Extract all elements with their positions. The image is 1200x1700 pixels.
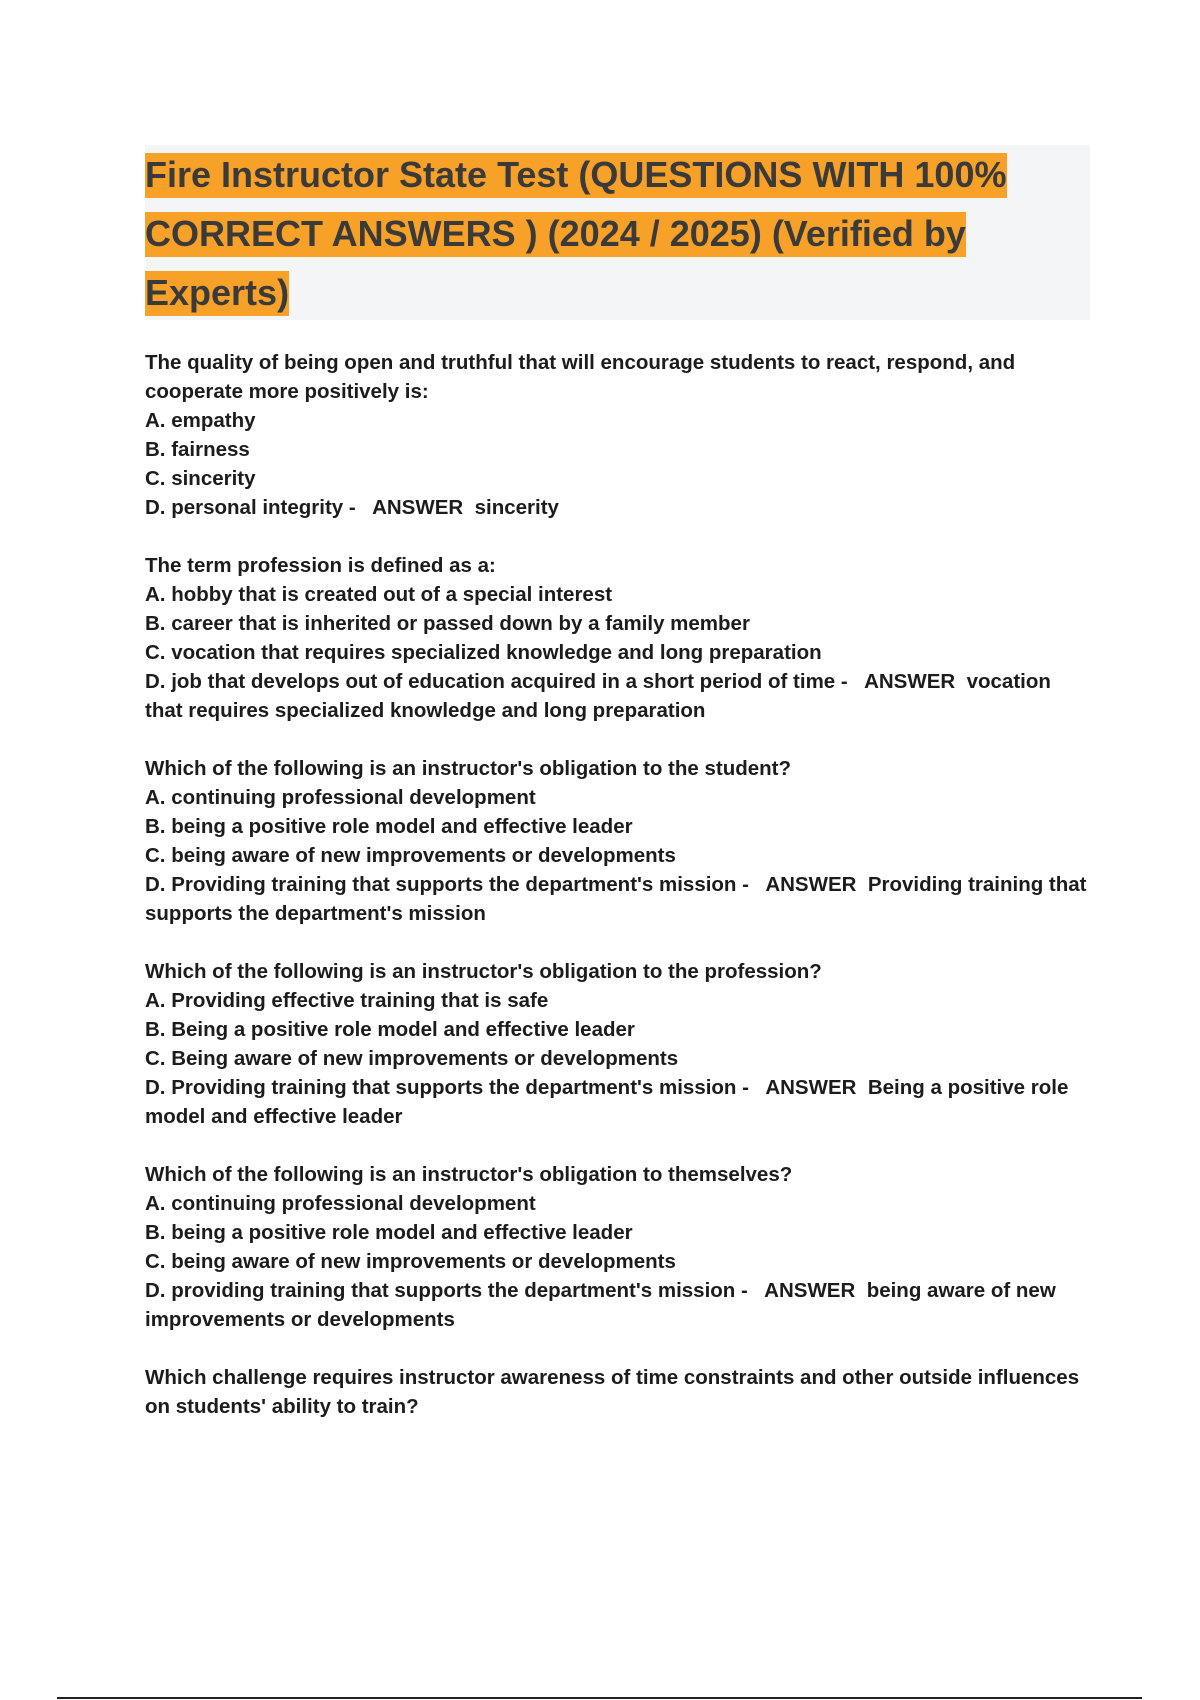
option-a: A. continuing professional development [145,1192,536,1215]
answer-label: ANSWER [765,1076,857,1099]
question-block [145,957,1090,1131]
option-b: B. Being a positive role model and effective leader [145,1018,635,1041]
question-text: Which of the following is an instructor's obligation to the profession? [145,960,822,983]
question-text: The quality of being open and truthful that will encourage students to react, respond, and cooperate more positively is: [145,351,1021,403]
option-c: C. Being aware of new improvements or developments [145,1047,679,1070]
option-b: B. being a positive role model and effective leader [145,1221,633,1244]
question-text: Which of the following is an instructor's obligation to themselves? [145,1163,793,1186]
option-d: D. job that develops out of education acquired in a short period of time [145,670,836,693]
question-block [145,348,1090,522]
questions-list [145,348,1093,1450]
option-d-with-answer: D. Providing training that supports the department's mission - ANSWER Providing training that supports the department's mission [145,873,1093,925]
option-a: A. hobby that is created out of a special interest [145,583,613,606]
answer-text: sincerity [474,496,559,519]
page-bottom-rule [57,1697,1142,1699]
answer-label: ANSWER [372,496,464,519]
question-block [145,754,1093,928]
option-a: A. Providing effective training that is safe [145,989,549,1012]
option-b: B. being a positive role model and effective leader [145,815,633,838]
option-d-with-answer: D. Providing training that supports the department's mission - ANSWER Being a positive role model and effective leader [145,1076,1075,1128]
option-d: D. personal integrity [145,496,344,519]
option-d: D. Providing training that supports the department's mission [145,873,737,896]
option-d-with-answer: D. job that develops out of education acquired in a short period of time - ANSWER vocation that requires specialized knowledge and long preparation [145,670,1057,722]
option-c: C. being aware of new improvements or developments [145,844,676,867]
title-highlight: Fire Instructor State Test (QUESTIONS WITH 100% CORRECT ANSWERS ) (2024 / 2025) (Verified by Experts) [145,153,1007,316]
title-block [145,145,1090,320]
question-text: The term profession is defined as a: [145,554,496,577]
question-block [145,1160,1090,1334]
option-d: D. Providing training that supports the department's mission [145,1076,737,1099]
answer-text: vocation that requires specialized knowledge and long preparation [145,670,1057,722]
question-text: Which challenge requires instructor awareness of time constraints and other outside influences on students' ability to train? [145,1366,1085,1418]
option-a: A. continuing professional development [145,786,536,809]
option-c: C. being aware of new improvements or developments [145,1250,676,1273]
option-d: D. providing training that supports the department's mission [145,1279,736,1302]
option-c: C. sincerity [145,467,256,490]
option-b: B. career that is inherited or passed down by a family member [145,612,750,635]
answer-text: Providing training that supports the department's mission [145,873,1093,925]
question-text: Which of the following is an instructor's obligation to the student? [145,757,792,780]
answer-label: ANSWER [764,1279,856,1302]
answer-text: Being a positive role model and effective leader [145,1076,1075,1128]
question-block [145,1363,1090,1421]
option-b: B. fairness [145,438,250,461]
option-d-with-answer: D. personal integrity - ANSWER sincerity [145,496,559,519]
option-a: A. empathy [145,409,256,432]
option-c: C. vocation that requires specialized knowledge and long preparation [145,641,822,664]
answer-label: ANSWER [765,873,857,896]
answer-label: ANSWER [864,670,956,693]
option-d-with-answer: D. providing training that supports the department's mission - ANSWER being aware of new improvements or developments [145,1279,1062,1331]
document-title [145,145,1090,322]
answer-text: being aware of new improvements or developments [145,1279,1062,1331]
question-block [145,551,1090,725]
